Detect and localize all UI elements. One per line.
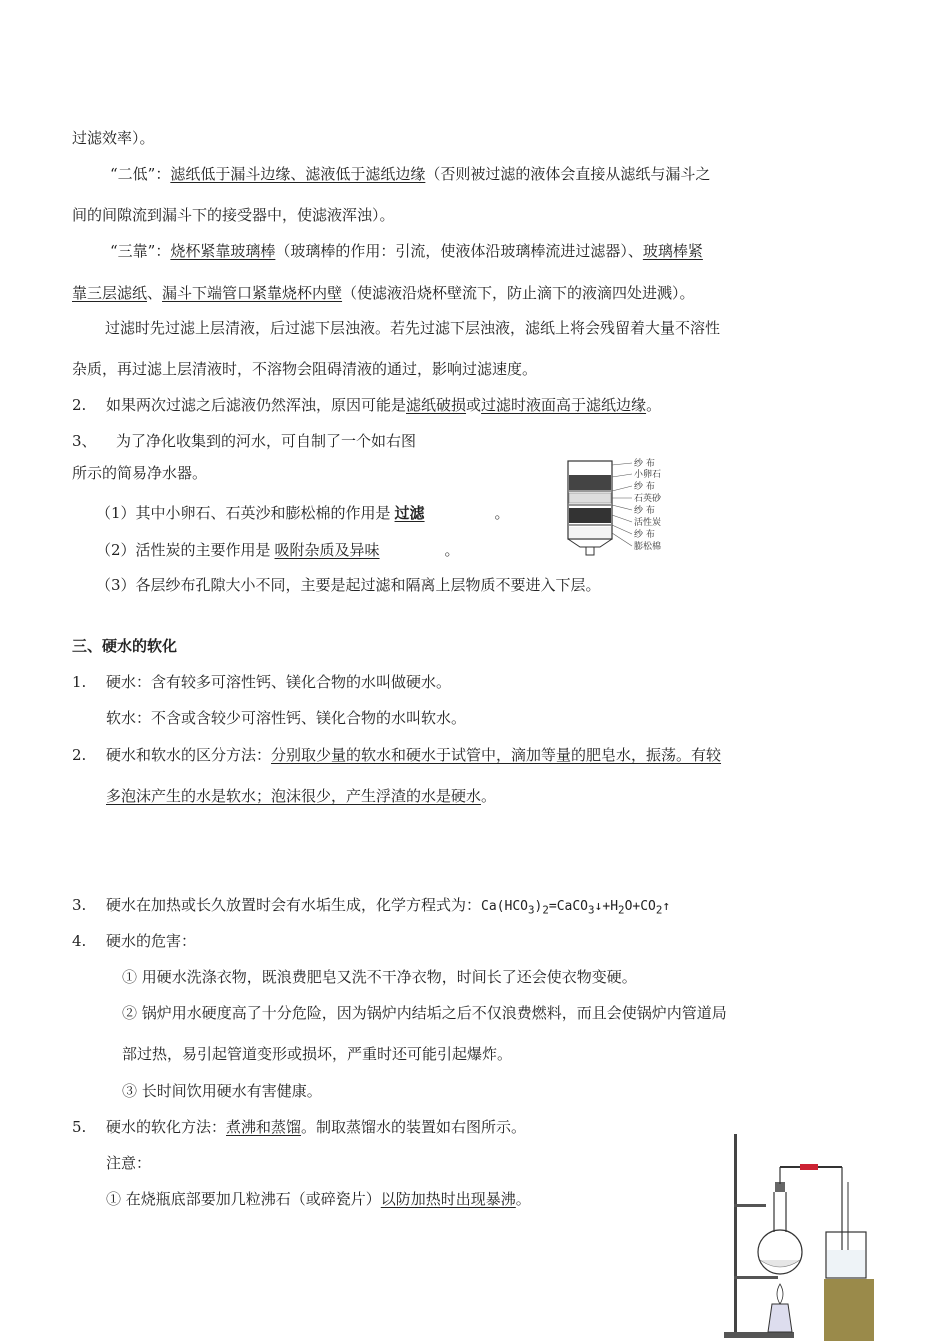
purifier-label: 石英砂 [634,494,662,504]
s3-item-2-u2: 多泡沫产生的水是软水；泡沫很少，产生浮渣的水是硬水 [106,787,482,805]
s3-item-5-pre: 硬水的软化方法： [106,1118,227,1136]
sankao-u1: 烧杯紧靠玻璃棒 [170,242,276,260]
eq-part: ) [534,899,543,914]
item-2-number: 2. [72,396,87,414]
eq-part: ↓+H [594,899,619,914]
s3-item-2-end: 。 [481,787,497,805]
purifier-label: 纱 布 [634,506,655,516]
eq-sub: 2 [542,903,549,917]
note-label: 注意： [106,1154,152,1172]
eq-part: Ca(HCO [481,899,528,914]
harm-1: ① 用硬水洗涤衣物，既浪费肥皂又洗不干净衣物，时间长了还会使衣物变硬。 [122,968,637,986]
para-erdi-cont: 间的间隙流到漏斗下的接受器中，使滤液浑浊）。 [72,206,395,224]
purifier-label: 纱 布 [634,459,655,469]
eq-sub: 2 [618,903,625,917]
soft-water-definition: 软水：不含或含较少可溶性钙、镁化合物的水叫软水。 [106,709,467,727]
q1-pre: （1）其中小卵石、石英沙和膨松棉的作用是 [96,504,391,522]
harm-2-cont: 部过热，易引起管道变形或损坏，严重时还可能引起爆炸。 [122,1045,513,1063]
sankao-mid: （玻璃棒的作用：引流，使液体沿玻璃棒流进过滤器）、 [275,242,643,260]
hard-water-definition: 硬水：含有较多可溶性钙、镁化合物的水叫做硬水。 [106,673,452,691]
item-2-u1: 滤纸破损 [406,396,467,414]
s3-item-4 [72,931,196,951]
item-3-q3: （3）各层纱布孔隙大小不同，主要是起过滤和隔离上层物质不要进入下层。 [96,576,601,594]
sankao-u3: 漏斗下端管口紧靠烧杯内壁 [162,284,343,302]
eq-sub: 3 [588,903,595,917]
s3-item-5-u: 煮沸和蒸馏 [226,1118,302,1136]
erdi-underline: 滤纸低于漏斗边缘、滤液低于滤纸边缘 [170,165,426,183]
q1-end: 。 [494,504,510,522]
water-purifier-figure [560,455,680,560]
eq-sub: 2 [655,903,663,917]
sankao-sep: 、 [147,284,163,302]
item-3-line1: 为了净化收集到的河水，可自制了一个如右图 [116,432,417,450]
s3-item-2-u1: 分别取少量的软水和硬水于试管中，滴加等量的肥皂水，振荡。有较 [271,746,722,764]
sankao-tail: （使滤液沿烧杯壁流下，防止滴下的液滴四处进溅）。 [342,284,695,302]
s3-item-1-number: 1. [72,673,87,691]
para-filter-order-2: 杂质，再过滤上层清液时，不溶物会阻碍清液的通过，影响过滤速度。 [72,360,538,378]
note-1-end: 。 [515,1190,531,1208]
item-2-end: 。 [646,396,662,414]
s3-item-3 [72,895,670,921]
item-3-line2: 所示的简易净水器。 [72,464,208,482]
para-erdi [110,164,710,184]
note-1 [106,1189,531,1209]
sankao-label: “三靠”： [110,242,171,260]
purifier-label: 膨松棉 [634,542,662,552]
section-3-title: 三、硬水的软化 [72,637,178,655]
eq-part: O+CO [624,899,656,914]
purifier-label: 活性炭 [634,518,662,528]
sankao-u2b: 靠三层滤纸 [72,284,148,302]
s3-item-2-cont [106,786,496,806]
s3-item-5 [72,1117,526,1137]
s3-item-3-number: 3. [72,896,87,914]
erdi-rest: （否则被过滤的液体会直接从滤纸与漏斗之 [425,165,711,183]
para-sankao-cont [72,283,695,303]
harm-3: ③ 长时间饮用硬水有害健康。 [122,1082,322,1100]
para-sankao [110,241,703,261]
q2-answer: 吸附杂质及异味 [274,541,380,559]
q1-answer: 过滤 [394,504,425,522]
erdi-label: “二低”： [110,165,171,183]
s3-item-2-pre: 硬水和软水的区分方法： [106,746,272,764]
q2-pre: （2）活性炭的主要作用是 [96,541,271,559]
sankao-u2a: 玻璃棒紧 [642,242,703,260]
note-1-u: 以防加热时出现暴沸 [380,1190,516,1208]
s3-item-4-title: 硬水的危害： [106,932,197,950]
s3-item-5-number: 5. [72,1118,87,1136]
item-2-pre: 如果两次过滤之后滤液仍然浑浊，原因可能是 [106,396,407,414]
para-filter-order-1: 过滤时先过滤上层清液，后过滤下层浊液。若先过滤下层浊液，滤纸上将会残留着大量不溶性 [105,319,721,337]
item-2-or: 或 [466,396,482,414]
purifier-label: 纱 布 [634,482,655,492]
item-3-q2 [96,540,460,560]
eq-part: ↑ [662,899,671,914]
harm-2: ② 锅炉用水硬度高了十分危险，因为锅炉内结垢之后不仅浪费燃料，而且会使锅炉内管道局 [122,1004,727,1022]
note-1-pre: ① 在烧瓶底部要加几粒沸石（或碎瓷片） [106,1190,381,1208]
s3-item-3-pre: 硬水在加热或长久放置时会有水垢生成，化学方程式为： [106,896,482,914]
para-filter-efficiency: 过滤效率）。 [72,129,155,147]
purifier-label: 纱 布 [634,530,655,540]
s3-item-2 [72,745,721,765]
chemical-equation [481,899,671,917]
eq-part: =CaCO [548,899,589,914]
s3-item-2-number: 2. [72,746,87,764]
distillation-apparatus-figure [720,1132,880,1342]
eq-sub: 3 [527,903,535,917]
purifier-label: 小卵石 [634,470,662,480]
s3-item-1 [72,672,451,692]
s3-item-5-post: 。制取蒸馏水的装置如右图所示。 [301,1118,527,1136]
item-2-u2: 过滤时液面高于滤纸边缘 [481,396,647,414]
item-2 [72,395,661,415]
s3-item-4-number: 4. [72,932,87,950]
item-3-number: 3、 [72,432,97,450]
item-3 [72,431,416,451]
item-3-q1 [96,503,510,523]
q2-end: 。 [444,541,460,559]
